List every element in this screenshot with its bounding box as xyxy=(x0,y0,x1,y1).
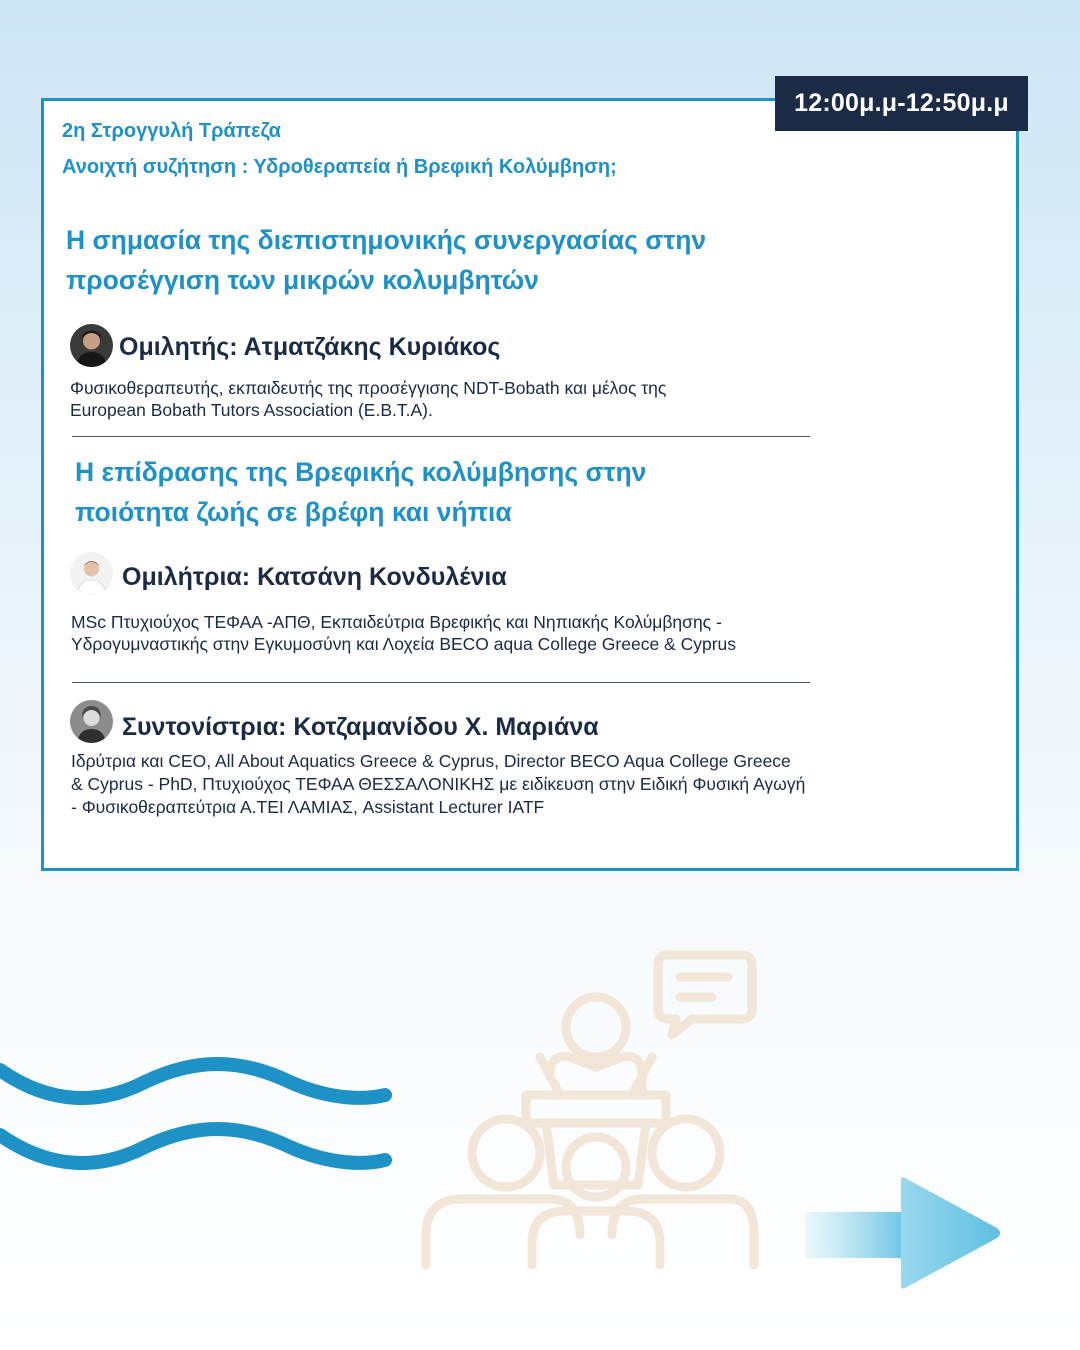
session-subtitle: Ανοιχτή συζήτηση : Υδροθεραπεία ή Βρεφική Κολύμβηση; xyxy=(62,156,617,178)
talk-1-title-line2: προσέγγιση των μικρών κολυμβητών xyxy=(66,265,539,295)
conference-speaker-icon xyxy=(420,945,760,1270)
divider-2 xyxy=(72,682,810,683)
speaker-2-bio-line1: MSc Πτυχιούχος ΤΕΦΑΑ -ΑΠΘ, Εκπαιδεύτρια Βρεφικής και Νηπιακής Κολύμβησης - xyxy=(71,612,722,632)
next-arrow-icon[interactable] xyxy=(805,1176,1005,1291)
moderator-bio-line3: - Φυσικοθεραπεύτρια Α.ΤΕΙ ΛΑΜΙΑΣ, Assistant Lecturer IATF xyxy=(71,797,545,817)
speaker-1-bio-line1: Φυσικοθεραπευτής, εκπαιδευτής της προσέγγισης NDT-Bobath και μέλος της xyxy=(70,378,667,398)
moderator-bio-line2: & Cyprus - PhD, Πτυχιούχος ΤΕΦΑΑ ΘΕΣΣΑΛΟΝΙΚΗΣ με ειδίκευση στην Ειδική Φυσική Αγωγή xyxy=(71,774,806,794)
time-badge: 12:00μ.μ-12:50μ.μ xyxy=(775,76,1028,131)
divider-1 xyxy=(72,436,810,437)
wave-icon xyxy=(0,1050,400,1180)
speaker-2-avatar xyxy=(70,552,113,595)
speaker-2-bio-line2: Υδρογυμναστικής στην Εγκυμοσύνη και Λοχεία BECO aqua College Greece & Cyprus xyxy=(71,634,736,654)
moderator-name: Συντονίστρια: Κοτζαμανίδου Χ. Μαριάνα xyxy=(122,713,599,741)
speaker-1-bio-line2: European Bobath Tutors Association (E.B.T.A). xyxy=(70,400,433,420)
speaker-2-name: Ομιλήτρια: Κατσάνη Κονδυλένια xyxy=(122,563,507,591)
moderator-avatar xyxy=(70,700,113,743)
speaker-1-name: Ομιλητής: Ατματζάκης Κυριάκος xyxy=(119,333,501,361)
session-label: 2η Στρογγυλή Τράπεζα xyxy=(62,120,281,142)
talk-2-title-line1: Η επίδρασης της Βρεφικής κολύμβησης στην xyxy=(75,457,647,487)
talk-1-title-line1: Η σημασία της διεπιστημονικής συνεργασίας στην xyxy=(66,225,707,255)
talk-2-title-line2: ποιότητα ζωής σε βρέφη και νήπια xyxy=(75,497,512,527)
moderator-bio-line1: Ιδρύτρια και CEO, All About Aquatics Greece & Cyprus, Director BECO Aqua College Greece xyxy=(71,751,791,771)
speaker-1-avatar xyxy=(70,324,113,367)
